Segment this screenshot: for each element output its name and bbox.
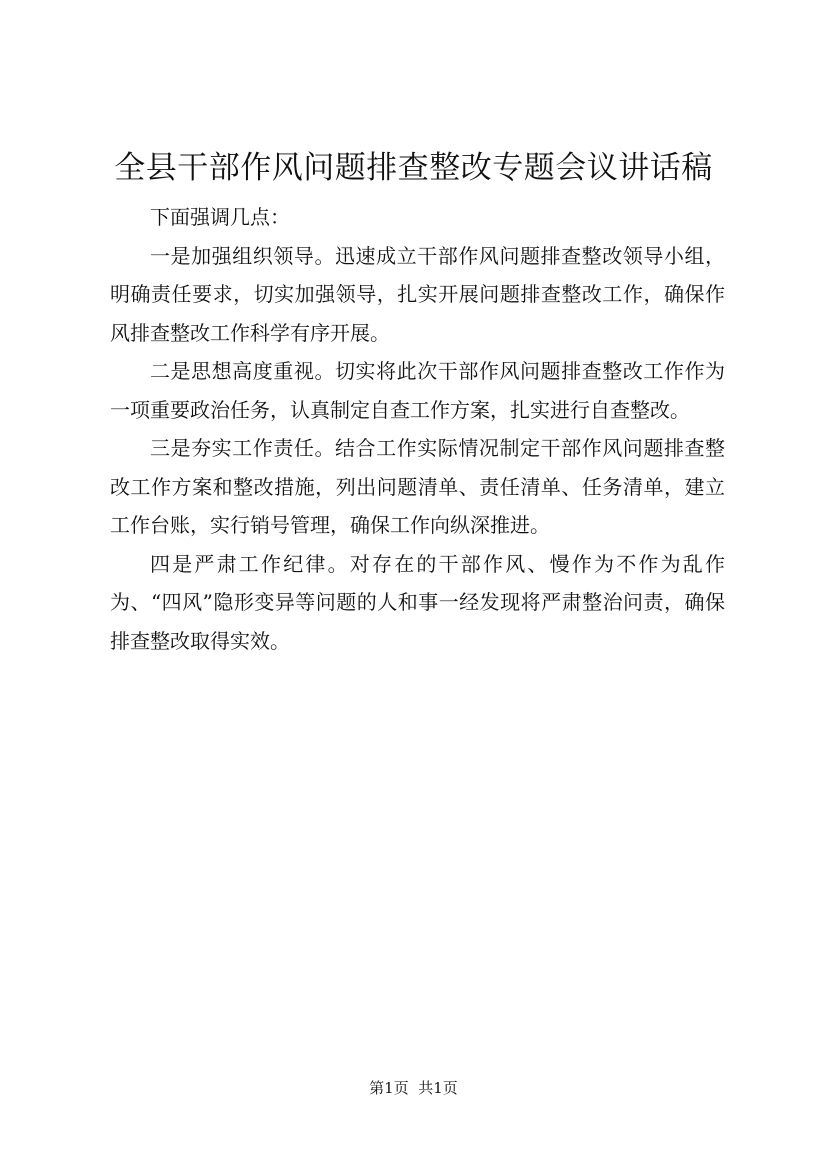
document-title: 全县干部作风问题排查整改专题会议讲话稿 [114,150,713,186]
paragraph-point-1: 一是加强组织领导。迅速成立干部作风问题排查整改领导小组，明确责任要求，切实加强领导，扎实开展问题排查整改工作，确保作风排查整改工作科学有序开展。 [110,243,725,345]
page-footer [0,1078,827,1098]
paragraph-point-3: 三是夯实工作责任。结合工作实际情况制定干部作风问题排查整改工作方案和整改措施，列出问题清单、责任清单、任务清单，建立工作台账，实行销号管理，确保工作向纵深推进。 [110,436,725,537]
page-number-label: 第1页 [369,1079,409,1097]
document-body [110,198,725,660]
page-total-label: 共1页 [418,1079,458,1097]
paragraph-intro: 下面强调几点： [150,205,290,229]
paragraph-point-2: 二是思想高度重视。切实将此次干部作风问题排查整改工作作为一项重要政治任务，认真制定自查工作方案，扎实进行自查整改。 [110,359,725,422]
paragraph-point-4: 四是严肃工作纪律。对存在的干部作风、慢作为不作为乱作为、“四风”隐形变异等问题的人和事一经发现将严肃整治问责，确保排查整改取得实效。 [110,551,725,653]
